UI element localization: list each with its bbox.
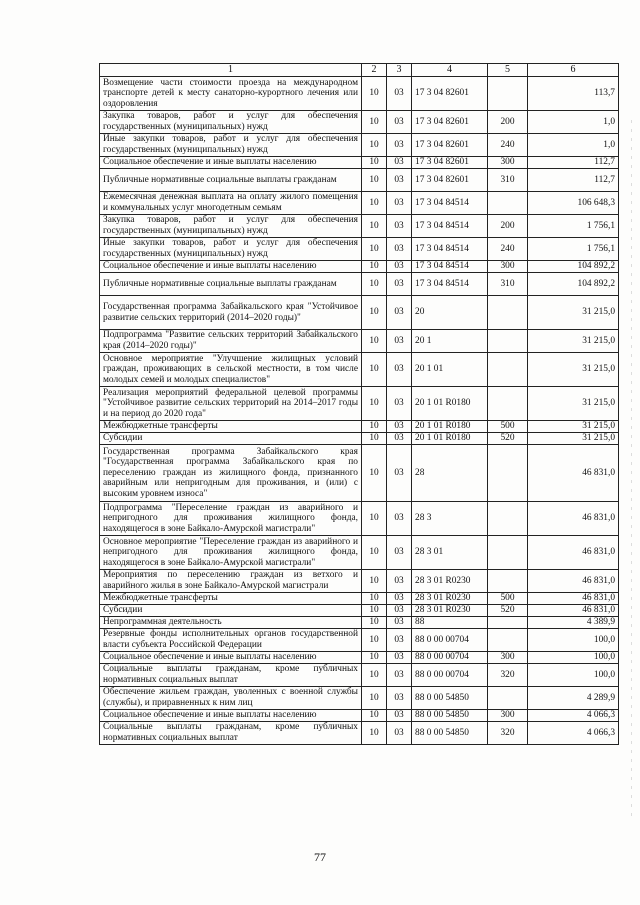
row-name-cell: Социальные выплаты гражданам, кроме публичных нормативных социальных выплат xyxy=(100,722,362,745)
row-target-article-cell: 88 xyxy=(412,617,488,629)
row-subsection-cell: 03 xyxy=(387,617,412,629)
row-target-article-cell: 88 0 00 54850 xyxy=(412,710,488,722)
row-amount-cell: 100,0 xyxy=(528,629,619,652)
row-subsection-cell: 03 xyxy=(387,536,412,570)
row-subsection-cell: 03 xyxy=(387,111,412,134)
table-row xyxy=(100,111,619,134)
row-name-cell: Субсидии xyxy=(100,605,362,617)
row-target-article-cell: 20 xyxy=(412,296,488,330)
row-expense-type-cell: 310 xyxy=(488,273,528,296)
row-name-cell: Реализация мероприятий федеральной целевой программы "Устойчивое развитие сельских территорий на 2014–2017 годы и на период до 2020 года" xyxy=(100,387,362,421)
row-expense-type-cell xyxy=(488,687,528,710)
row-name-cell: Межбюджетные трансферты xyxy=(100,593,362,605)
table-row xyxy=(100,629,619,652)
row-name-cell: Мероприятия по переселению граждан из ветхого и аварийного жилья в зоне Байкало-Амурской магистрали xyxy=(100,570,362,593)
row-name-cell: Публичные нормативные социальные выплаты гражданам xyxy=(100,273,362,296)
row-subsection-cell: 03 xyxy=(387,445,412,502)
table-body xyxy=(100,77,619,745)
row-subsection-cell: 03 xyxy=(387,502,412,536)
row-name-cell: Возмещение части стоимости проезда на международном транспорте детей к месту санаторно-курортного лечения или оздоровления xyxy=(100,77,362,111)
row-section-cell: 10 xyxy=(362,570,387,593)
row-subsection-cell: 03 xyxy=(387,157,412,169)
row-section-cell: 10 xyxy=(362,238,387,261)
row-expense-type-cell: 500 xyxy=(488,593,528,605)
row-target-article-cell: 88 0 00 00704 xyxy=(412,664,488,687)
row-name-cell: Подпрограмма "Переселение граждан из аварийного и непригодного для проживания жилищного фонда, находящегося в зоне Байкало-Амурской магистрали" xyxy=(100,502,362,536)
row-name-cell: Социальные выплаты гражданам, кроме публичных нормативных социальных выплат xyxy=(100,664,362,687)
row-expense-type-cell xyxy=(488,617,528,629)
row-subsection-cell: 03 xyxy=(387,387,412,421)
row-target-article-cell: 17 3 04 82601 xyxy=(412,111,488,134)
row-section-cell: 10 xyxy=(362,687,387,710)
row-amount-cell: 4 289,9 xyxy=(528,687,619,710)
row-name-cell: Межбюджетные трансферты xyxy=(100,421,362,433)
table-row xyxy=(100,273,619,296)
row-subsection-cell: 03 xyxy=(387,710,412,722)
row-expense-type-cell: 520 xyxy=(488,605,528,617)
row-section-cell: 10 xyxy=(362,157,387,169)
row-target-article-cell: 17 3 04 82601 xyxy=(412,169,488,192)
row-name-cell: Иные закупки товаров, работ и услуг для обеспечения государственных (муниципальных) нужд xyxy=(100,134,362,157)
row-section-cell: 10 xyxy=(362,273,387,296)
row-subsection-cell: 03 xyxy=(387,421,412,433)
row-target-article-cell: 17 3 04 82601 xyxy=(412,134,488,157)
row-expense-type-cell: 320 xyxy=(488,722,528,745)
row-section-cell: 10 xyxy=(362,605,387,617)
row-target-article-cell: 20 1 01 R0180 xyxy=(412,387,488,421)
table-row xyxy=(100,664,619,687)
row-target-article-cell: 20 1 01 R0180 xyxy=(412,421,488,433)
table-row xyxy=(100,445,619,502)
row-expense-type-cell xyxy=(488,445,528,502)
row-subsection-cell: 03 xyxy=(387,273,412,296)
row-subsection-cell: 03 xyxy=(387,134,412,157)
row-subsection-cell: 03 xyxy=(387,238,412,261)
table-row xyxy=(100,536,619,570)
table-row xyxy=(100,652,619,664)
row-expense-type-cell xyxy=(488,192,528,215)
row-expense-type-cell xyxy=(488,629,528,652)
scan-edge-mark xyxy=(631,120,632,820)
row-name-cell: Подпрограмма "Развитие сельских территорий Забайкальского края (2014–2020 годы)" xyxy=(100,330,362,353)
row-target-article-cell: 17 3 04 84514 xyxy=(412,261,488,273)
row-section-cell: 10 xyxy=(362,353,387,387)
row-expense-type-cell: 310 xyxy=(488,169,528,192)
row-section-cell: 10 xyxy=(362,593,387,605)
row-subsection-cell: 03 xyxy=(387,664,412,687)
row-subsection-cell: 03 xyxy=(387,593,412,605)
row-subsection-cell: 03 xyxy=(387,296,412,330)
row-subsection-cell: 03 xyxy=(387,77,412,111)
row-amount-cell: 4 066,3 xyxy=(528,722,619,745)
row-name-cell: Закупка товаров, работ и услуг для обеспечения государственных (муниципальных) нужд xyxy=(100,215,362,238)
row-section-cell: 10 xyxy=(362,77,387,111)
table-row xyxy=(100,169,619,192)
row-section-cell: 10 xyxy=(362,192,387,215)
table-row xyxy=(100,192,619,215)
row-section-cell: 10 xyxy=(362,617,387,629)
row-target-article-cell: 88 0 00 00704 xyxy=(412,629,488,652)
row-target-article-cell: 28 3 xyxy=(412,502,488,536)
row-amount-cell: 46 831,0 xyxy=(528,536,619,570)
table-row xyxy=(100,157,619,169)
row-expense-type-cell: 520 xyxy=(488,433,528,445)
row-amount-cell: 31 215,0 xyxy=(528,330,619,353)
row-name-cell: Публичные нормативные социальные выплаты гражданам xyxy=(100,169,362,192)
row-amount-cell: 46 831,0 xyxy=(528,593,619,605)
row-amount-cell: 113,7 xyxy=(528,77,619,111)
row-section-cell: 10 xyxy=(362,433,387,445)
row-target-article-cell: 17 3 04 84514 xyxy=(412,238,488,261)
row-amount-cell: 112,7 xyxy=(528,169,619,192)
table-row xyxy=(100,238,619,261)
row-amount-cell: 31 215,0 xyxy=(528,421,619,433)
table-row xyxy=(100,593,619,605)
row-section-cell: 10 xyxy=(362,502,387,536)
row-amount-cell: 46 831,0 xyxy=(528,445,619,502)
header-cell: 3 xyxy=(387,64,412,77)
row-expense-type-cell xyxy=(488,387,528,421)
row-amount-cell: 100,0 xyxy=(528,664,619,687)
row-name-cell: Обеспечение жильем граждан, уволенных с военной службы (службы), и приравненных к ним лиц xyxy=(100,687,362,710)
row-amount-cell: 1,0 xyxy=(528,134,619,157)
row-name-cell: Социальное обеспечение и иные выплаты населению xyxy=(100,261,362,273)
row-target-article-cell: 20 1 xyxy=(412,330,488,353)
row-expense-type-cell: 320 xyxy=(488,664,528,687)
table-row xyxy=(100,330,619,353)
row-expense-type-cell: 200 xyxy=(488,215,528,238)
table-row xyxy=(100,570,619,593)
table-row xyxy=(100,433,619,445)
header-row xyxy=(100,64,619,77)
row-expense-type-cell: 500 xyxy=(488,421,528,433)
row-name-cell: Ежемесячная денежная выплата на оплату жилого помещения и коммунальных услуг многодетным семьям xyxy=(100,192,362,215)
row-name-cell: Иные закупки товаров, работ и услуг для обеспечения государственных (муниципальных) нужд xyxy=(100,238,362,261)
header-cell: 4 xyxy=(412,64,488,77)
row-amount-cell: 46 831,0 xyxy=(528,605,619,617)
header-cell: 5 xyxy=(488,64,528,77)
row-section-cell: 10 xyxy=(362,169,387,192)
header-cell: 6 xyxy=(528,64,619,77)
table-row xyxy=(100,387,619,421)
row-amount-cell: 31 215,0 xyxy=(528,353,619,387)
row-expense-type-cell xyxy=(488,502,528,536)
row-target-article-cell: 17 3 04 84514 xyxy=(412,215,488,238)
row-amount-cell: 1 756,1 xyxy=(528,238,619,261)
row-name-cell: Государственная программа Забайкальского края "Устойчивое развитие сельских территорий (2014–2020 годы)" xyxy=(100,296,362,330)
row-amount-cell: 100,0 xyxy=(528,652,619,664)
row-expense-type-cell xyxy=(488,296,528,330)
row-section-cell: 10 xyxy=(362,536,387,570)
table-row xyxy=(100,722,619,745)
row-name-cell: Социальное обеспечение и иные выплаты населению xyxy=(100,652,362,664)
row-target-article-cell: 17 3 04 84514 xyxy=(412,192,488,215)
row-expense-type-cell: 300 xyxy=(488,157,528,169)
row-target-article-cell: 17 3 04 82601 xyxy=(412,157,488,169)
row-subsection-cell: 03 xyxy=(387,192,412,215)
row-subsection-cell: 03 xyxy=(387,722,412,745)
row-name-cell: Государственная программа Забайкальского края "Государственная программа Забайкальского края по переселению граждан из жилищного фонда, признанного аварийным или непригодным для проживания, и (или) с высоким уровнем износа" xyxy=(100,445,362,502)
row-amount-cell: 1,0 xyxy=(528,111,619,134)
row-section-cell: 10 xyxy=(362,387,387,421)
row-amount-cell: 104 892,2 xyxy=(528,261,619,273)
row-amount-cell: 104 892,2 xyxy=(528,273,619,296)
row-expense-type-cell: 240 xyxy=(488,238,528,261)
table-row xyxy=(100,215,619,238)
header-cell: 1 xyxy=(100,64,362,77)
row-subsection-cell: 03 xyxy=(387,570,412,593)
row-expense-type-cell xyxy=(488,570,528,593)
row-subsection-cell: 03 xyxy=(387,169,412,192)
row-subsection-cell: 03 xyxy=(387,629,412,652)
page-number: 77 xyxy=(314,850,326,864)
table-row xyxy=(100,77,619,111)
row-target-article-cell: 88 0 00 00704 xyxy=(412,652,488,664)
row-section-cell: 10 xyxy=(362,421,387,433)
row-target-article-cell: 20 1 01 R0180 xyxy=(412,433,488,445)
table-row xyxy=(100,134,619,157)
row-section-cell: 10 xyxy=(362,111,387,134)
row-name-cell: Закупка товаров, работ и услуг для обеспечения государственных (муниципальных) нужд xyxy=(100,111,362,134)
row-subsection-cell: 03 xyxy=(387,353,412,387)
row-section-cell: 10 xyxy=(362,710,387,722)
row-expense-type-cell: 300 xyxy=(488,261,528,273)
row-section-cell: 10 xyxy=(362,330,387,353)
row-section-cell: 10 xyxy=(362,215,387,238)
row-amount-cell: 106 648,3 xyxy=(528,192,619,215)
row-expense-type-cell: 240 xyxy=(488,134,528,157)
row-section-cell: 10 xyxy=(362,296,387,330)
row-subsection-cell: 03 xyxy=(387,687,412,710)
row-subsection-cell: 03 xyxy=(387,652,412,664)
row-target-article-cell: 28 3 01 R0230 xyxy=(412,605,488,617)
row-expense-type-cell xyxy=(488,536,528,570)
table-row xyxy=(100,421,619,433)
row-target-article-cell: 88 0 00 54850 xyxy=(412,722,488,745)
row-target-article-cell: 88 0 00 54850 xyxy=(412,687,488,710)
row-amount-cell: 31 215,0 xyxy=(528,433,619,445)
table-row xyxy=(100,502,619,536)
row-subsection-cell: 03 xyxy=(387,330,412,353)
table-row xyxy=(100,353,619,387)
row-target-article-cell: 28 3 01 R0230 xyxy=(412,593,488,605)
row-target-article-cell: 17 3 04 84514 xyxy=(412,273,488,296)
row-section-cell: 10 xyxy=(362,664,387,687)
table-row xyxy=(100,605,619,617)
row-name-cell: Социальное обеспечение и иные выплаты населению xyxy=(100,710,362,722)
budget-table xyxy=(99,63,619,745)
row-expense-type-cell: 300 xyxy=(488,652,528,664)
row-subsection-cell: 03 xyxy=(387,215,412,238)
row-amount-cell: 46 831,0 xyxy=(528,570,619,593)
row-subsection-cell: 03 xyxy=(387,605,412,617)
row-section-cell: 10 xyxy=(362,722,387,745)
row-name-cell: Основное мероприятие "Улучшение жилищных условий граждан, проживающих в сельской местности, в том числе молодых семей и молодых специалистов" xyxy=(100,353,362,387)
table-row xyxy=(100,617,619,629)
table-row xyxy=(100,710,619,722)
row-section-cell: 10 xyxy=(362,445,387,502)
row-expense-type-cell: 200 xyxy=(488,111,528,134)
row-section-cell: 10 xyxy=(362,134,387,157)
row-name-cell: Резервные фонды исполнительных органов государственной власти субъекта Российской Федерации xyxy=(100,629,362,652)
header-cell: 2 xyxy=(362,64,387,77)
table-row xyxy=(100,296,619,330)
row-expense-type-cell xyxy=(488,330,528,353)
row-expense-type-cell: 300 xyxy=(488,710,528,722)
row-name-cell: Непрограммная деятельность xyxy=(100,617,362,629)
row-amount-cell: 1 756,1 xyxy=(528,215,619,238)
row-expense-type-cell xyxy=(488,353,528,387)
row-name-cell: Субсидии xyxy=(100,433,362,445)
row-target-article-cell: 28 xyxy=(412,445,488,502)
row-amount-cell: 4 066,3 xyxy=(528,710,619,722)
row-expense-type-cell xyxy=(488,77,528,111)
row-amount-cell: 112,7 xyxy=(528,157,619,169)
row-amount-cell: 31 215,0 xyxy=(528,296,619,330)
row-target-article-cell: 20 1 01 xyxy=(412,353,488,387)
row-subsection-cell: 03 xyxy=(387,261,412,273)
row-target-article-cell: 28 3 01 R0230 xyxy=(412,570,488,593)
row-target-article-cell: 17 3 04 82601 xyxy=(412,77,488,111)
row-section-cell: 10 xyxy=(362,261,387,273)
row-target-article-cell: 28 3 01 xyxy=(412,536,488,570)
row-subsection-cell: 03 xyxy=(387,433,412,445)
table-row xyxy=(100,261,619,273)
row-amount-cell: 4 389,9 xyxy=(528,617,619,629)
row-name-cell: Основное мероприятие "Переселение граждан из аварийного и непригодного для проживания жилищного фонда, находящегося в зоне Байкало-Амурской магистрали" xyxy=(100,536,362,570)
table-row xyxy=(100,687,619,710)
row-amount-cell: 31 215,0 xyxy=(528,387,619,421)
row-amount-cell: 46 831,0 xyxy=(528,502,619,536)
row-section-cell: 10 xyxy=(362,652,387,664)
row-name-cell: Социальное обеспечение и иные выплаты населению xyxy=(100,157,362,169)
row-section-cell: 10 xyxy=(362,629,387,652)
